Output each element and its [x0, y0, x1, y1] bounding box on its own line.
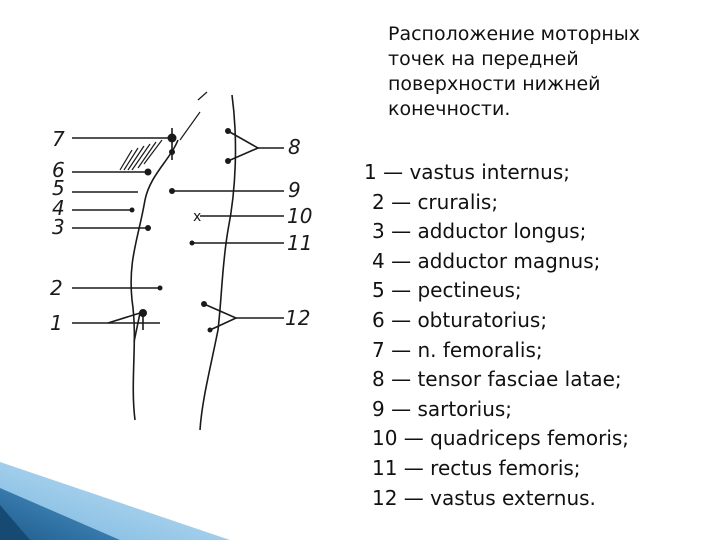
motor-point-12a	[201, 301, 207, 307]
motor-point-8b	[225, 158, 231, 164]
hatched-region	[120, 140, 162, 170]
motor-point-8a	[225, 128, 231, 134]
motor-point-3	[145, 225, 151, 231]
motor-point-6	[145, 169, 152, 176]
pointer-triangle-1	[108, 313, 140, 342]
diagram-label-4: 4	[52, 196, 65, 220]
legend-item: 5 — pectineus;	[372, 278, 522, 303]
legend-item: 1 — vastus internus;	[364, 160, 571, 184]
diagram-label-9: 9	[288, 178, 301, 202]
diagram-label-7: 7	[52, 127, 65, 151]
motor-point-7b	[169, 149, 175, 155]
legend-item: 2 — cruralis;	[372, 189, 499, 214]
motor-point-10: x	[193, 209, 202, 225]
diagram-label-6: 6	[52, 158, 65, 182]
legend-item: 4 — adductor magnus;	[372, 248, 601, 273]
diagram-label-2: 2	[50, 276, 63, 300]
diagram-label-10: 10	[287, 204, 313, 228]
motor-point-4	[130, 208, 135, 213]
legend-item: 9 — sartorius;	[372, 396, 513, 421]
motor-point-11	[190, 241, 195, 246]
motor-point-12b	[208, 328, 213, 333]
diagram-label-8: 8	[288, 135, 301, 159]
medial-leg-contour	[131, 140, 178, 420]
diagram-label-5: 5	[52, 176, 65, 200]
legend-item: 3 — adductor longus;	[372, 219, 587, 244]
pointer-triangle-8	[228, 131, 258, 161]
legend-item: 6 — obturatorius;	[372, 307, 548, 332]
lateral-leg-contour	[200, 95, 235, 430]
legend-item: 8 — tensor fasciae latae;	[372, 367, 622, 392]
diagram-label-3: 3	[52, 215, 65, 239]
diagram-label-11: 11	[287, 231, 313, 255]
legend-list	[364, 158, 714, 513]
legend-item: 10 — quadriceps femoris;	[372, 426, 630, 451]
diagram-label-1: 1	[50, 311, 63, 335]
diagram-label-12: 12	[285, 306, 311, 330]
motor-point-9	[169, 188, 175, 194]
slide-title: Расположение моторных точек на передней поверхности нижней конечности.	[388, 23, 641, 120]
legend-item: 7 — n. femoralis;	[372, 337, 543, 362]
legend-item: 12 — vastus externus.	[372, 485, 596, 510]
legend-item: 11 — rectus femoris;	[372, 455, 581, 480]
motor-point-2	[158, 286, 163, 291]
groin-fold	[180, 92, 207, 140]
